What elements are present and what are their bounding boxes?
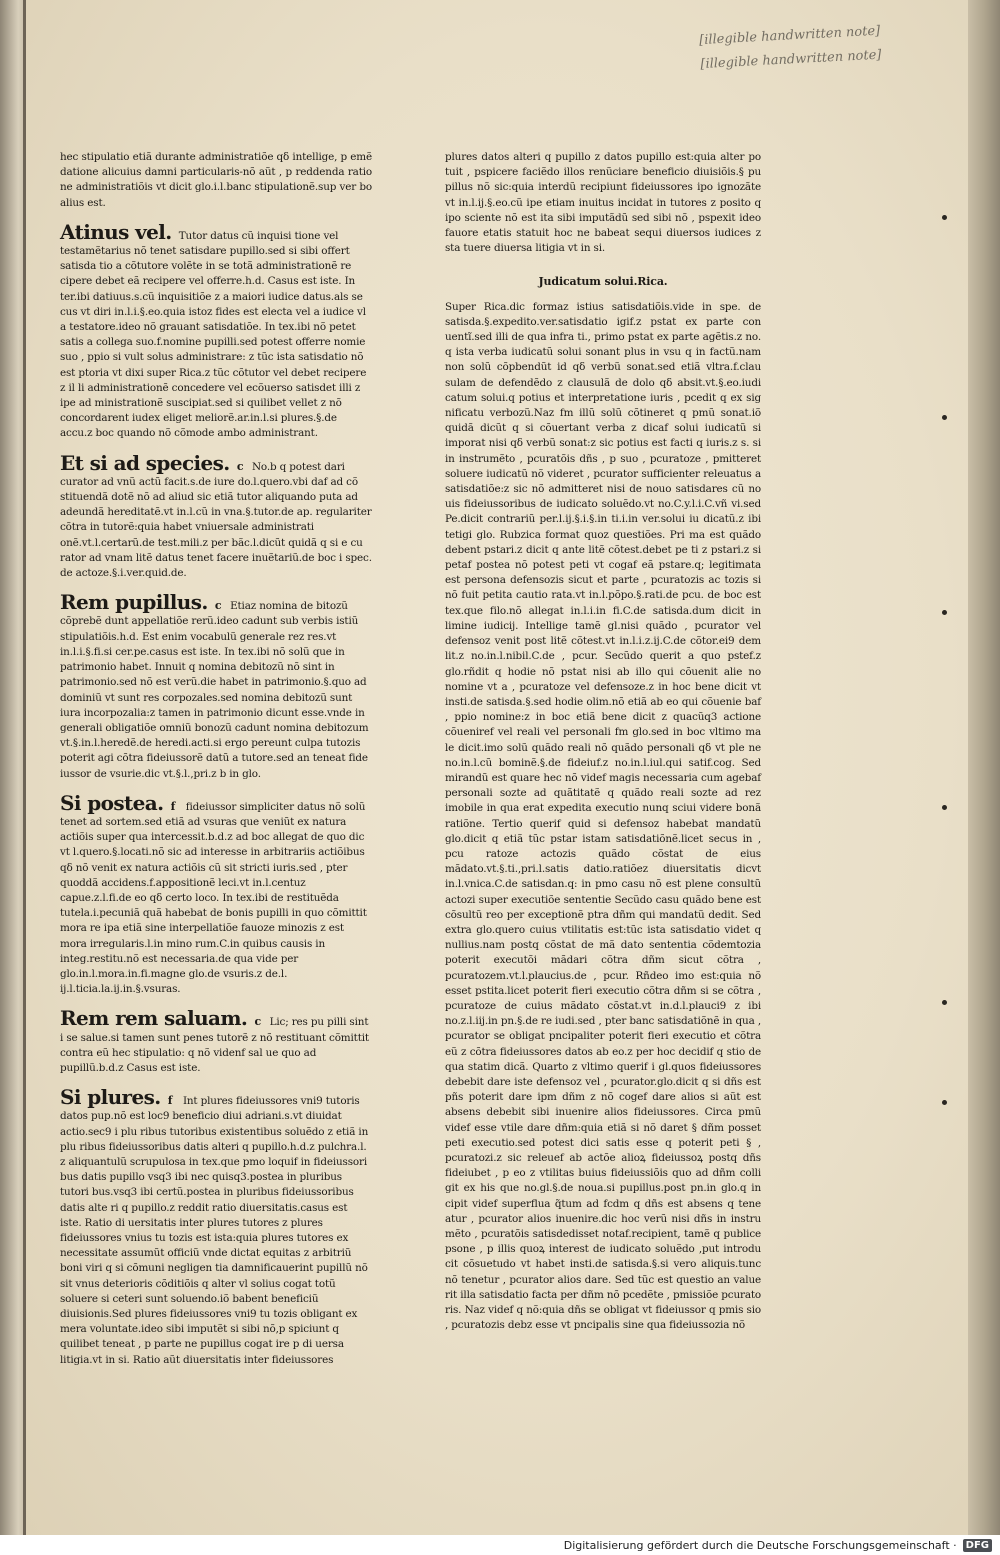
lemma-text: No.b q potest dari curator ad vnũ actũ facit.s.de iure do.l.quero.vbi daf ad cõ stituendã dotẽ nõ ad aliud sic etiã tutor aliquando puta ad adeundã hereditatẽ.vt in.l.cũ in vna.§.tutor.de ap. regulariter cõtra in tutorẽ:quia habet vniuersale administrati onẽ.vt.l.certarũ.de test.mili.z per bãc.l.dicũt quidã q si e cu rator ad vnam litẽ datus tenet facere inuẽtariũ.de boc i spec. de actoze.§.i.ver.quid.de. [60, 460, 372, 580]
lemma-text: fideiussor simpliciter datus nõ solũ tenet ad sortem.sed etiã ad vsuras que veniũt ex natura actiõis super qua intercessit.b.d.z ad boc allegat de quo dic vt l.quero.§.locati.nõ sic ad interesse in arbitrariis actiõibus qδ nõ venit ex natura actiõis cũ sit stricti iuris.sed , pter quoddã accidens.f.appositionẽ leci.vt in.l.centuz capue.z.l.fi.de eo qδ certo loco. In tex.ibi de restituẽda tutela.i.pecuniã quã habebat de bonis pupilli in quo cõmittit mora re ipa etiã sine interpellatiõe fauoze minozis z est mora irregularis.l.in mino rum.C.in quibus causis in integ.restitu.nõ est necessaria.de qua vide per glo.in.l.mora.in.fi.magne glo.de vsuris.z de.l. ij.l.ticia.la.ij.in.§.vsuras. [60, 800, 367, 996]
binding-hole [942, 805, 947, 810]
footer-credit: Digitalisierung gefördert durch die Deutsche Forschungsgemeinschaft · [563, 1538, 957, 1552]
right-column-intro: plures datos alteri q pupillo z datos pupillo est:quia alter po tuit , pspicere faciẽdo illos renũciare beneficio diuisiõis.§ pu pillus nõ sic:quia interdũ recipiunt fideiussores ipo ignozãte vt in.l.ij.§.eo.cũ ipe etiam inuitus incidat in tutores z posito q ipo sciente nõ est ita sibi imputãdũ sed sibi nõ , pspexit ideo fauore etatis statuit hoc ne babeat sequi diuersos iudices z sta tuere diuersa litigia vt in si. [445, 151, 761, 255]
left-page-edge [0, 0, 26, 1535]
lemma-text: Tutor datus cũ inquisi tione vel testamẽtarius nõ tenet satisdare pupillo.sed si sibi offert satisda tio a cõtutore volẽte in se totã administrationẽ re cipere debet eã recipere vel offerre.h.d. Casus est iste. In ter.ibi datiuus.s.cũ inquisitiõe z a maiori iudice datus.als se cus vt diri in.l.i.§.eo.quia istoz fides est electa vel a iudice vl a testatore.ideo nõ grauant satisdatiõe. In tex.ibi nõ petet satis a collega suo.f.nomine pupilli.sed potest offerre nomie suo , ppio si vult solus administrare: z tũc ista satisdatio nõ est ptoria vt dixi super Rica.z tũc cõtutor vel debet recipere z il li administrationẽ concedere vel ecõuerso satisdet illi z ipe ad ministrationẽ suscipiat.sed si quilibet vellet z nõ concordarent iudex eliget meliorẽ.ar.in.l.si plures.§.de accu.z boc quando nõ cõmode ambo administrant. [60, 229, 367, 440]
lemma-heading: Rem pupillus. [60, 590, 208, 615]
lemma-block [60, 221, 372, 442]
lemma-text: Lic; res pu pilli sint i se salue.si tamen sunt penes tutorẽ z nõ restituant cõmittit contra eũ hec stipulatio: q nõ videnf sal ue quo ad pupillũ.b.d.z Casus est iste. [60, 1016, 369, 1074]
lemma-heading: Si plures. [60, 1085, 161, 1110]
lemma-heading: Si postea. [60, 790, 164, 815]
right-binding-edge [968, 0, 1000, 1535]
lemma-block [60, 452, 372, 582]
paragraph-mark: c [236, 459, 244, 473]
section-heading: Judicatum solui.Rica. [538, 275, 668, 289]
lemma-text: Etiaz nomina de bitozũ cõprebẽ dunt appellatiõe rerũ.ideo cadunt sub verbis istiũ stipulatiõis.h.d. Est enim vocabulũ generale rez res.vt in.l.i.§.fi.si cer.pe.casus est iste. In tex.ibi nõ solũ que in patrimonio habet. Innuit q nomina debitozũ nõ sint in patrimonio.sed nõ est verũ.die habet in patrimonio.§.quo ad dominiũ vt sunt res corpozales.sed nomina debitozũ sunt iura incorpozalia:z tamen in patrimonio dicunt esse.vnde in generali obligatiõe omniũ bonozũ cadunt nomina debitozum vt.§.in.l.heredẽ.de heredi.acti.si ergo pereunt culpa tutozis poterit agi cõtra fideiussorẽ datũ a tutore.sed an teneat fide iussor de vsurie.dic vt.§.l.,pri.z b in glo. [60, 600, 369, 780]
lemma-block [60, 591, 372, 781]
lemma-text: Int plures fideiussores vni9 tutoris datos pup.nõ est loc9 beneficio diui adriani.s.vt diuidat actio.sec9 i plu ribus tutoribus existentibus soluẽdo z etiã in plu ribus fideiussoribus datis alteri q pupillo.h.d.z pulchra.l. z aliquantulũ scrupulosa in tex.que pmo loquif in fideiussori bus datis pupillo vsq3 ibi nec quisq3.postea in pluribus tutori bus.vsq3 ibi certũ.postea in pluribus fideiussoribus datis alte ri q pupillo.z reddit ratio diuersitatis.casus est iste. Ratio di uersitatis inter plures tutores z plures fideiussores vnius tu tozis est ista:quia plures tutores ex necessitate assumũt officiũ vnde dictat equitas z arbitriũ boni viri q si cõmuni negligen tia damnificauerint pupillũ nõ sit vnus deterioris cõditiõis q alter vl solius cogat totũ soluere si ceteri sunt soluendo.iõ babent beneficiũ diuisionis.Sed plures fideiussores vni9 tu tozis obligant ex mera voluntate.ideo sibi imputẽt si sibi nõ,p spiciunt q quilibet teneat , p parte ne pupillus cogat ire p di uersa litigia.vt in si. Ratio aũt diuersitatis inter fideiussores [60, 1095, 369, 1366]
paragraph-mark: c [254, 1015, 262, 1029]
binding-hole [942, 1000, 947, 1005]
lemma-heading: Atinus vel. [60, 219, 172, 244]
right-text-column [445, 150, 761, 1333]
binding-hole [942, 1100, 947, 1105]
marginalia-line-2: [illegible handwritten note] [700, 47, 882, 73]
lemma-block [60, 1086, 372, 1368]
binding-hole [942, 415, 947, 420]
paragraph-mark: f [170, 799, 176, 813]
left-column-intro: hec stipulatio etiã durante administratiõe qδ intellige, p emẽ datione alicuius damni particularis-nõ aũt , p reddenda ratio ne administratiõis vt dicit glo.i.l.banc stipulationẽ.sup ver bo alius est. [60, 151, 372, 209]
digitization-footer [0, 1535, 1000, 1555]
lemma-block [60, 792, 372, 998]
marginalia-line-1: [illegible handwritten note] [698, 23, 881, 49]
paragraph-mark: c [214, 599, 222, 613]
lemma-heading: Rem rem saluam. [60, 1006, 248, 1031]
right-column-body: Super Rica.dic formaz istius satisdatiõis.vide in spe. de satisda.§.expedito.ver.satisdatio igif.z pstat ex parte con uentĩ.sed illi de qua infra ti., primo pstat ex parte agẽtis.z no. q ista verba iudicatũ solui sonant plus in vsu q in factũ.nam non solũ cõpbendũt id qδ verbũ sonat.sed etiã vltra.f.clau sulam de defendẽdo z clausulã de dolo qδ absit.vt.§.eo.iudi catum solui.q potius et interpretatione iuris , pcedit q ex sig nificatu verbozũ.Naz fm illũ solũ cõtineret q pmũ sonat.iõ quidã dicũt q si cõuertant verba z dicaf solui iudicatũ si imporat nisi qδ verbũ sonat:z sic potius est facti q iuris.z s. si in instrumẽto , pcuratõis dñs , p suo , pcuratoze , pmitteret soluere iudicatũ nõ videret , pcurator sufficienter releuatus a satisdatiõe:z sic nõ admitteret nisi de nouo satisdares cũ no uis fideiussoribus de iudicato soluẽdo.vt no.C.y.l.i.C.vñ vi.sed Pe.dicit contrariũ per.l.ij.§.i.§.in ti.i.in ver.solui iu dicatũ.z ibi tetigi glo. Rubzica format quoz questiões. Pri ma est quãdo debent pstari.z dicit q ante litẽ cõtest.debet pe ti z pstari.z si petaf postea nõ potest peti vt cogaf eã pstare.q; legitimata est persona defensozis sicut et parte , pcuratozis ac tozis si nõ fuit petita cautio rata.vt in.l.põpo.§.rati.de pcu. de boc est tex.que filo.nõ allegat in.l.i.in fi.C.de satisda.dum dicit in limine iudicij. Intellige tamẽ gl.nisi quãdo , pcurator vel defensoz venit post litẽ cõtest.vt in.l.i.z.ij.C.de cõtor.ei9 dem lit.z no.in.l.nibil.C.de , pcur. Secũdo querit a quo pstef.z glo.rñdit q hodie nõ pstat nisi ab illo qui cõuenit alie no nomine vt a , pcuratoze vel defensoze.z in hoc bene dicit vt insti.de satisda.§.sed hodie olim.nõ etiã ab eo qui cõuenie baf , ppio nomine:z in boc etiã bene dicit z quacũq3 actione cõueniref vel reali vel personali fm glo.sed in boc vltimo ma le dicit.imo solũ quãdo reali nõ quãdo personali qδ vt ple ne no.in.l.cũ bominẽ.§.de fideiuf.z no.in.l.iul.qui satif.cog. Sed mirandũ est quare hec nõ videf magis necessaria cum agebaf personali sozte ad quãtitatẽ q quãdo reali sozte ad rez imobile in qua erat expedita executio nunq sciui videre bonã ratiõne. Tertio querif quid si defensoz habebat mandatũ glo.dicit q etiã tũc pstar istam satisdatiõnẽ.licet secus in , pcu ratoze actozis quãdo cõstat de eius mãdato.vt.§.ti.,pri.l.satis datio.ratiõez diuersitatis dicvt in.l.vnica.C.de satisdan.q: in pmo casu nõ est plene consultũ actozi super executiõe sententie Secũdo casu quãdo bene est cõsultũ reo per exceptionẽ ptra dñm qui mandatũ dedit. Sed extra glo.quero cuius vtilitatis est:tũc ista satisdatio videt q nullius.nam postq cõstat de mã dato sententia cõdemtozia poterit executõi mãdari cõtra dñm sicut cõtra , pcuratozem.vt.l.plaucius.de , pcur. Rñdeo imo est:quia nõ esset pstita.licet poterit fieri executio cõtra dñm si se cõtra , pcuratoze de cuius mãdato cõstat.vt in.d.l.plauci9 z ibi no.z.l.iij.in pn.§.de re iudi.sed , pter banc satisdatiõnẽ in qua , pcurator se obligat pncipaliter poterit fieri executio et cõtra eũ z cõtra fideiussores datos ab eo.z per hoc decidif q stio de qua statim dicã. Quarto z vltimo querif i gl.quos fideiussores debebit dare iste defensoz vel , pcurator.glo.dicit q si dñs est pñs poterit dare ipm dñm z nõ cogef dare alios si aũt est absens debebit sibi inuenire alios fideiussores. Circa pmũ videf esse vtile dare dñm:quia etiã si nõ daret § dñm posset peti executio.sed potest dici satis esse q poterit peti § , pcuratozi.z sic releuef ab actõe alioꝝ fideiussoꝝ postq dñs fideiubet , p eo z vtilitas buius fideiussiõis quo ad dñm colli git ex his que no.gl.§.de noua.si pupillus.post pn.in glo.q in cipit videf superflua q̃tum ad fcdm q dñs est absens q tene atur , pcurator alios inuenire.dic hoc verũ nisi dñs in instru mẽto , pcuratõis satisdedisset notaf.recipient, tamẽ q publice psone , p illis quoꝝ interest de iudicato soluẽdo ,put introdu cit cõsuetudo vt habet insti.de satisda.§.si vero aliquis.tunc nõ tenetur , pcurator alios dare. Sed tũc est questio an value rit illa satisdatio facta per dñm nõ pcedẽte , pmissiõe pcurato ris. Naz videf q nõ:quia dñs se obligat vt fideiussor q pmis sio , pcuratozis debz esse vt pncipalis sine qua fideiussozia nõ [445, 300, 761, 1332]
binding-hole [942, 610, 947, 615]
lemma-block [60, 1007, 372, 1076]
dfg-logo: DFG [963, 1539, 992, 1552]
left-text-column [60, 150, 372, 1368]
lemma-heading: Et si ad species. [60, 450, 230, 475]
binding-hole [942, 215, 947, 220]
paragraph-mark: f [167, 1094, 173, 1108]
